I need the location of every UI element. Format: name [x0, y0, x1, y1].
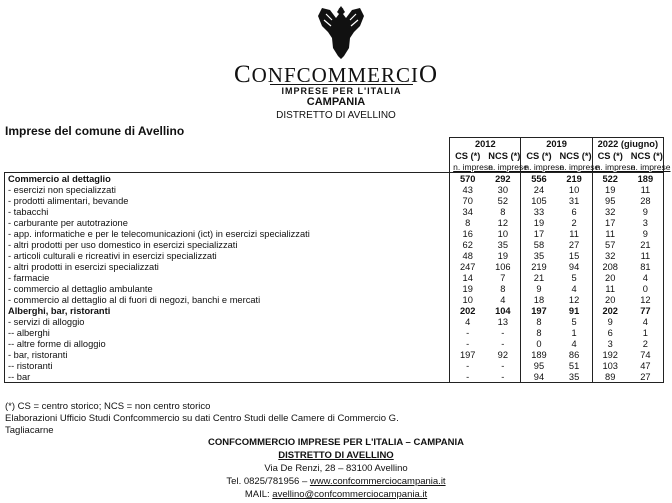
- row-label: - app. informatiche e per le telecomunicazioni (ict) in esercizi specializzati: [5, 228, 450, 239]
- column-header: CS (*): [592, 150, 628, 161]
- cell-value: 11: [628, 184, 664, 195]
- cell-value: 189: [628, 173, 664, 185]
- cell-value: 292: [485, 173, 521, 185]
- cell-value: 32: [592, 250, 628, 261]
- cell-value: -: [466, 360, 470, 371]
- column-header: NCS (*): [488, 150, 521, 161]
- cell-value: 51: [568, 360, 580, 371]
- cell-value: 15: [568, 250, 580, 261]
- cell-value: 208: [592, 261, 628, 272]
- cell-value: -: [501, 360, 505, 371]
- table-notes: [5, 401, 399, 437]
- row-label: - tabacchi: [5, 206, 450, 217]
- cell-value: 7: [500, 272, 506, 283]
- table-row: [5, 228, 664, 239]
- unit-label: n. imprese: [592, 161, 628, 173]
- table-row: [5, 338, 664, 349]
- cell-value: 11: [628, 250, 664, 261]
- cell-value: 9: [521, 283, 557, 294]
- cell-value: 556: [521, 173, 557, 185]
- cell-value: 33: [521, 206, 557, 217]
- cell-value: 0: [521, 338, 557, 349]
- cell-value: 103: [592, 360, 628, 371]
- year-header: 2022 (giugno): [592, 138, 663, 151]
- table-row: [5, 371, 664, 383]
- cell-value: 81: [628, 261, 664, 272]
- cell-value: 35: [557, 371, 593, 383]
- cell-value: 94: [568, 261, 580, 272]
- cell-value: 24: [521, 184, 557, 195]
- cell-value: 31: [568, 195, 580, 206]
- cell-value: -: [501, 327, 505, 338]
- row-label: -- ristoranti: [5, 360, 450, 371]
- cell-value: 21: [521, 272, 557, 283]
- cell-value: 8: [521, 327, 557, 338]
- unit-label: n. imprese: [450, 161, 486, 173]
- cell-value: 104: [495, 305, 511, 316]
- unit-label: n. imprese: [521, 161, 557, 173]
- row-label: - commercio al dettaglio ambulante: [5, 283, 450, 294]
- footer-mail: MAIL: avellino@confcommerciocampania.it: [244, 489, 428, 500]
- cell-value: 11: [569, 228, 579, 239]
- year-header-row: [5, 138, 664, 151]
- cell-value: 27: [628, 371, 664, 383]
- unit-row: [5, 161, 664, 173]
- row-label: - altri prodotti per uso domestico in esercizi specializzati: [5, 239, 450, 250]
- district-name: DISTRETTO DI AVELLINO: [276, 110, 396, 121]
- cell-value: 2: [628, 338, 664, 349]
- unit-label: n. imprese: [485, 161, 521, 173]
- table-row: [5, 195, 664, 206]
- cell-value: 192: [592, 349, 628, 360]
- footer-district: DISTRETTO DI AVELLINO: [278, 450, 394, 461]
- cell-value: 34: [462, 206, 473, 217]
- row-label: - altri prodotti in esercizi specializzati: [5, 261, 450, 272]
- cell-value: 43: [462, 184, 473, 195]
- cell-value: 5: [571, 316, 577, 327]
- row-label: -- alberghi: [5, 327, 450, 338]
- cell-value: 4: [571, 338, 577, 349]
- cell-value: -: [466, 327, 470, 338]
- cell-value: 13: [497, 316, 509, 327]
- row-label: Alberghi, bar, ristoranti: [5, 305, 450, 316]
- cell-value: 8: [521, 316, 557, 327]
- cell-value: 1: [628, 327, 664, 338]
- cell-value: 30: [497, 184, 509, 195]
- cell-value: 1: [571, 327, 577, 338]
- cell-value: 14: [462, 272, 473, 283]
- cell-value: 91: [568, 305, 580, 316]
- table-row: [5, 327, 664, 338]
- cell-value: 2: [571, 217, 577, 228]
- brand-wordmark: CONFCOMMERCIO: [233, 61, 439, 88]
- cell-value: 32: [592, 206, 628, 217]
- note-source-cont: Tagliacarne: [5, 425, 54, 436]
- row-label: - carburante per autotrazione: [5, 217, 450, 228]
- cell-value: 3: [628, 217, 664, 228]
- cell-value: 10: [497, 228, 509, 239]
- cell-value: 95: [521, 360, 557, 371]
- table-row: [5, 239, 664, 250]
- brand-tagline: IMPRESE PER L'ITALIA: [270, 84, 413, 96]
- cell-value: 94: [521, 371, 557, 383]
- cell-value: 17: [521, 228, 557, 239]
- row-label: - prodotti alimentari, bevande: [5, 195, 450, 206]
- footer-contact: Tel. 0825/781956 – www.confcommerciocampania.it: [226, 476, 446, 487]
- table-row: [5, 272, 664, 283]
- column-header-row: [5, 150, 664, 161]
- cell-value: 12: [628, 294, 664, 305]
- table-row: [5, 349, 664, 360]
- table-row: [5, 261, 664, 272]
- cell-value: 27: [568, 239, 580, 250]
- eagle-logo-icon: [316, 4, 366, 60]
- row-label: - esercizi non specializzati: [5, 184, 450, 195]
- table-row: [5, 360, 664, 371]
- cell-value: 202: [459, 305, 476, 316]
- cell-value: 5: [571, 272, 577, 283]
- cell-value: 77: [628, 305, 664, 316]
- cell-value: 8: [500, 206, 506, 217]
- cell-value: 197: [459, 349, 476, 360]
- cell-value: 19: [592, 184, 628, 195]
- row-label: Commercio al dettaglio: [5, 173, 450, 185]
- cell-value: 570: [450, 173, 486, 185]
- unit-label: n. imprese: [557, 161, 593, 173]
- cell-value: 62: [462, 239, 473, 250]
- cell-value: 4: [500, 294, 506, 305]
- website-link[interactable]: www.confcommerciocampania.it: [309, 476, 446, 487]
- cell-value: 20: [592, 272, 628, 283]
- column-header: NCS (*): [559, 150, 592, 161]
- row-label: -- bar: [5, 371, 450, 383]
- footer: [0, 436, 672, 501]
- cell-value: -: [501, 338, 505, 349]
- cell-value: 106: [495, 261, 511, 272]
- table-row: [5, 217, 664, 228]
- cell-value: 8: [500, 283, 506, 294]
- note-legend: (*) CS = centro storico; NCS = non centro storico: [5, 401, 211, 412]
- row-label: - servizi di alloggio: [5, 316, 450, 327]
- column-header: NCS (*): [628, 150, 664, 161]
- cell-value: 4: [571, 283, 577, 294]
- cell-value: 12: [497, 217, 509, 228]
- table-row: [5, 173, 664, 185]
- page-title: Imprese del comune di Avellino: [5, 124, 185, 138]
- table-row: [5, 184, 664, 195]
- cell-value: -: [450, 371, 486, 383]
- column-header: CS (*): [455, 150, 481, 161]
- table-row: [5, 294, 664, 305]
- cell-value: 8: [465, 217, 471, 228]
- cell-value: 19: [521, 217, 557, 228]
- cell-value: 4: [628, 316, 664, 327]
- cell-value: 95: [592, 195, 628, 206]
- cell-value: 522: [592, 173, 628, 185]
- cell-value: 35: [521, 250, 557, 261]
- cell-value: 247: [459, 261, 476, 272]
- cell-value: 197: [521, 305, 557, 316]
- cell-value: 9: [628, 206, 664, 217]
- footer-org: CONFCOMMERCIO IMPRESE PER L'ITALIA – CAMPANIA: [208, 437, 464, 448]
- cell-value: 9: [592, 316, 628, 327]
- cell-value: 10: [462, 294, 473, 305]
- cell-value: 28: [628, 195, 664, 206]
- cell-value: 3: [592, 338, 628, 349]
- cell-value: 12: [568, 294, 580, 305]
- year-header: 2012: [450, 138, 521, 151]
- cell-value: 19: [497, 250, 509, 261]
- cell-value: 21: [628, 239, 664, 250]
- cell-value: -: [485, 371, 521, 383]
- region-name: CAMPANIA: [306, 96, 366, 108]
- cell-value: 219: [557, 173, 593, 185]
- footer-address: Via De Renzi, 28 – 83100 Avellino: [264, 463, 408, 474]
- cell-value: 20: [592, 294, 628, 305]
- row-label: - articoli culturali e ricreativi in esercizi specializzati: [5, 250, 450, 261]
- row-label: -- altre forme di alloggio: [5, 338, 450, 349]
- cell-value: 6: [571, 206, 577, 217]
- column-header: CS (*): [521, 150, 557, 161]
- row-label: - commercio al dettaglio al di fuori di negozi, banchi e mercati: [5, 294, 450, 305]
- cell-value: 86: [568, 349, 580, 360]
- cell-value: 189: [521, 349, 557, 360]
- cell-value: 19: [462, 283, 473, 294]
- cell-value: 16: [462, 228, 473, 239]
- business-count-table: [4, 137, 671, 383]
- cell-value: 52: [497, 195, 509, 206]
- cell-value: -: [466, 338, 470, 349]
- cell-value: 202: [592, 305, 628, 316]
- table-row: [5, 305, 664, 316]
- cell-value: 89: [592, 371, 628, 383]
- cell-value: 219: [521, 261, 557, 272]
- cell-value: 9: [628, 228, 664, 239]
- note-source: Elaborazioni Ufficio Studi Confcommercio su dati Centro Studi delle Camere di Commercio G.: [5, 413, 399, 424]
- cell-value: 105: [521, 195, 557, 206]
- cell-value: 6: [592, 327, 628, 338]
- cell-value: 57: [592, 239, 628, 250]
- cell-value: 58: [521, 239, 557, 250]
- table-row: [5, 250, 664, 261]
- cell-value: 47: [628, 360, 664, 371]
- table-row: [5, 316, 664, 327]
- cell-value: 70: [462, 195, 473, 206]
- cell-value: 11: [592, 228, 628, 239]
- cell-value: 17: [592, 217, 628, 228]
- cell-value: 11: [592, 283, 628, 294]
- cell-value: 0: [628, 283, 664, 294]
- cell-value: 74: [628, 349, 664, 360]
- cell-value: 4: [465, 316, 471, 327]
- cell-value: 10: [568, 184, 580, 195]
- row-label: - bar, ristoranti: [5, 349, 450, 360]
- cell-value: 4: [628, 272, 664, 283]
- table-row: [5, 283, 664, 294]
- cell-value: 18: [521, 294, 557, 305]
- row-label: - farmacie: [5, 272, 450, 283]
- cell-value: 48: [462, 250, 473, 261]
- cell-value: 92: [497, 349, 509, 360]
- cell-value: 35: [497, 239, 509, 250]
- table-row: [5, 206, 664, 217]
- unit-label: n. imprese: [628, 161, 664, 173]
- email-link[interactable]: avellino@confcommerciocampania.it: [272, 489, 428, 500]
- year-header: 2019: [521, 138, 592, 151]
